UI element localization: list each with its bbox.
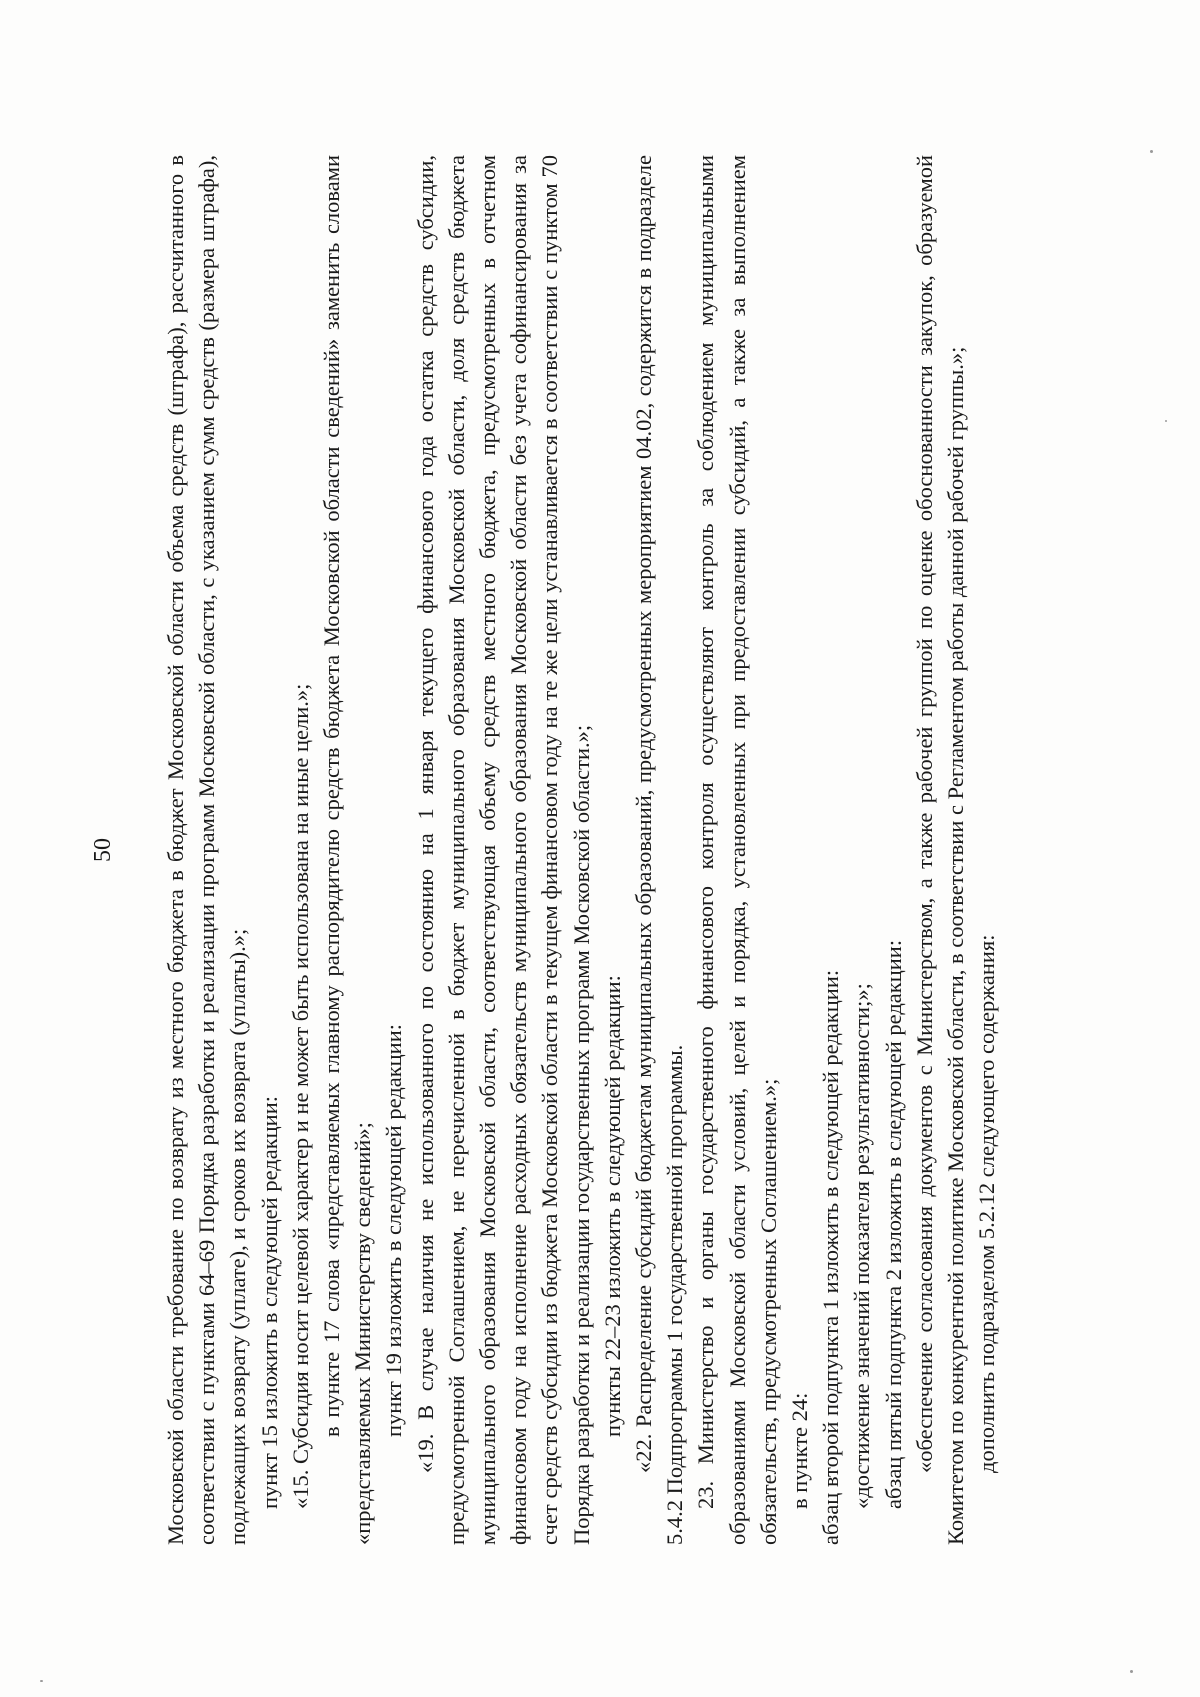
- paragraph: пункт 19 изложить в следующей редакции:: [381, 1023, 407, 1437]
- paragraph: в пункте 17 слова «представляемых главному распорядителю средств бюджета Московской области сведений» заменить словами «представляемых Министерству сведений»;: [319, 155, 376, 1545]
- paragraph: пункт 15 изложить в следующей редакции:: [256, 1095, 282, 1509]
- page-number: 50: [90, 838, 116, 862]
- paragraph: Московской области требование по возврату из местного бюджета в бюджет Московской области объема средств (штрафа), рассчитанного в соответствии с пунктами 64–69 Порядка разработки и реализации программ Московской области, с указанием сумм средств (размера штрафа), подлежащих возврату (уплате), и сроков их возврата (уплаты).»;: [163, 155, 251, 1545]
- scan-speck: [1165, 420, 1167, 422]
- paragraph: «обеспечение согласования документов с Министерством, а также рабочей группой по оценке обоснованности закупок, образуемой Комитетом по конкурентной политике Московской области, в соответствии с Регламентом работы данной рабочей группы.»;: [911, 155, 969, 1545]
- document-body: [160, 155, 1002, 1545]
- paragraph: «19. В случае наличия не использованного по состоянию на 1 января текущего финансового года остатка средств субсидии, предусмотренной Соглашением, не перечисленной в бюджет муниципального образования Московской области, доля средств бюджета муниципального образования Московской области, соответствующая объему средств местного бюджета, предусмотренных в отчетном финансовом году на исполнение расходных обязательств муниципального образования Московской области без учета софинансирования за счет средств субсидии из бюджета Московской области в текущем финансовом году на те же цели устанавливается в соответствии с пунктом 70 Порядка разработки и реализации государственных программ Московской области.»;: [412, 155, 594, 1545]
- paragraph: пункты 22–23 изложить в следующей редакции:: [599, 975, 625, 1437]
- paragraph: «15. Субсидия носит целевой характер и не может быть использована на иные цели.»;: [287, 683, 313, 1509]
- paragraph: дополнить подразделом 5.2.12 следующего содержания:: [974, 934, 1000, 1473]
- scan-speck: [40, 1680, 43, 1682]
- scan-speck: [1130, 1670, 1133, 1673]
- paragraph: «22. Распределение субсидий бюджетам муниципальных образований, предусмотренных мероприятием 04.02, содержится в подразделе 5.4.2 Подпрограммы 1 государственной программы.: [631, 155, 688, 1545]
- scan-speck: [1150, 150, 1153, 153]
- paragraph: абзац второй подпункта 1 изложить в следующей редакции:: [818, 969, 844, 1545]
- rotated-text-block: [90, 155, 1170, 1545]
- paragraph: 23. Министерство и органы государственного финансового контроля осуществляют контроль за соблюдением муниципальными образованиями Московской области условий, целей и порядка, установленных при предоставлении субсидий, а также за выполнением обязательств, предусмотренных Соглашением.»;: [693, 155, 781, 1545]
- paragraph: абзац пятый подпункта 2 изложить в следующей редакции:: [880, 939, 906, 1509]
- paragraph: «достижение значений показателя результативности;»;: [849, 983, 875, 1509]
- paragraph: в пункте 24:: [787, 1392, 813, 1509]
